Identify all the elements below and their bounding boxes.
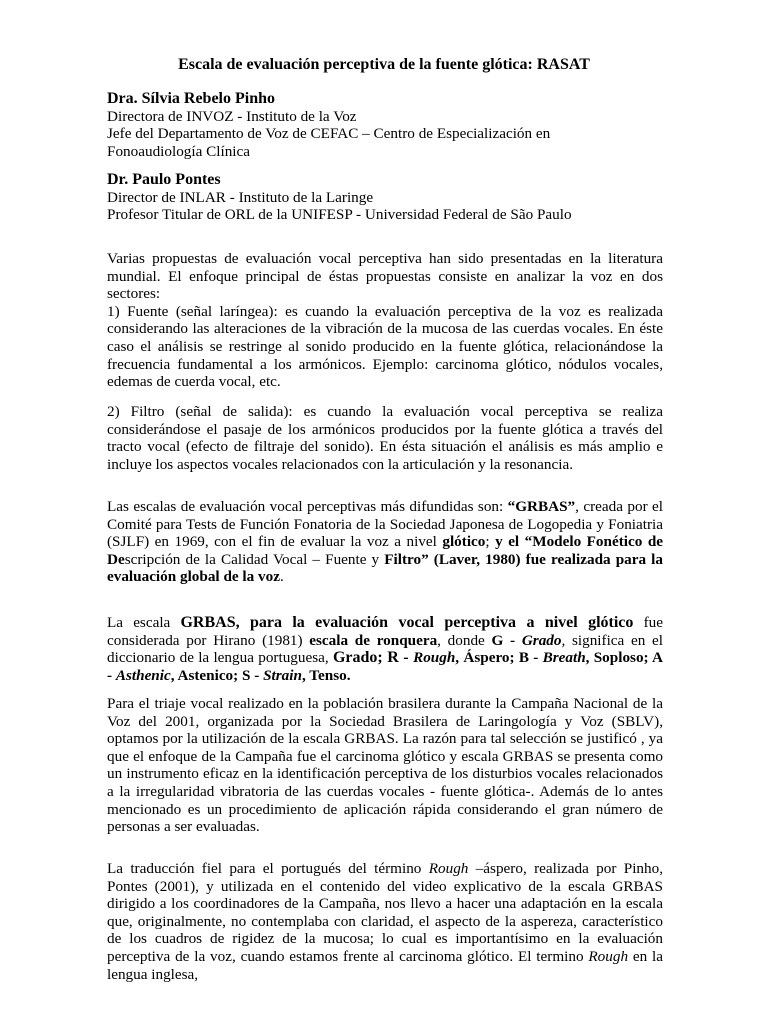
paragraph-text: Para el triaje vocal realizado en la población brasilera durante la Campaña Nacional de la Voz del 2001, organizada por la Sociedad Brasilera de Laringología y Voz (SBLV), optamos por la utilización de la escala GRBAS. La razón para tal selección se justificó , ya que el enfoque de la Campaña fue el carcinoma glótico y escala GRBAS se presenta como un instrumento eficaz en la identificación perceptiva de los disturbios vocales relacionados a la irregularidad vibratoria de las cuerdas vocales - fuente glótica-. Además de lo antes mencionado es un procedimiento de aplicación rápida considerando el gran número de personas a ser evaluadas. — [107, 695, 663, 836]
author-block-2 — [107, 171, 663, 224]
author-name: Dra. Sílvia Rebelo Pinho — [107, 90, 276, 107]
text-run-bold: , Soploso; A - — [107, 649, 664, 684]
text-run-bold: escala de ronquera — [309, 631, 438, 649]
text-run: La escala — [107, 614, 181, 631]
paragraph-grbas — [107, 614, 663, 684]
text-run: . — [279, 568, 284, 586]
text-run: ; — [485, 533, 496, 551]
text-run: La traducción fiel para el portugués del término — [107, 860, 429, 877]
text-run-bold: Grado; R - — [332, 649, 414, 667]
paragraph-scales — [107, 498, 663, 586]
text-run: , donde — [437, 631, 492, 649]
text-run-bold: GRBAS, para la evaluación vocal perceptiva a nivel glótico — [180, 614, 634, 631]
author-name: Dr. Paulo Pontes — [107, 171, 221, 188]
text-run: scripción de la Calidad Vocal – Fuente y — [124, 550, 385, 568]
paragraph-intro — [107, 250, 663, 391]
text-run-bold-italic: Asthenic — [115, 666, 171, 684]
text-run-bold: y el “Modelo Fonético de De — [107, 533, 664, 568]
text-run-bold: , Áspero; B - — [455, 649, 543, 667]
text-run-bold: , Tenso. — [301, 666, 351, 684]
text-run-bold-italic: Grado — [521, 631, 562, 649]
author-affiliation: Profesor Titular de ORL de la UNIFESP - Universidad Federal de São Paulo — [107, 206, 572, 224]
text-run: , significa en el diccionario de la lengua portuguesa, — [107, 631, 664, 667]
text-run-bold-italic: Breath — [542, 649, 586, 667]
paragraph-text — [107, 498, 663, 586]
paragraph-source-item: 1) Fuente (señal laríngea): es cuando la evaluación perceptiva de la voz es realizada considerando las alteraciones de la vibración de la mucosa de las cuerdas vocales. En éste caso el análisis se restringe al sonido producido en la fuente glótica, relacionándose la frecuencia fundamental a los armónicos. Ejemplo: carcinoma glótico, nódulos vocales, edemas de cuerda vocal, etc. — [107, 302, 663, 391]
text-run: en la lengua inglesa, — [107, 947, 664, 983]
text-run: –áspero, realizada por Pinho, Pontes (2001), y utilizada en el contenido del video explicativo de la escala GRBAS dirigido a los coordinadores de la Campaña, nos llevo a hacer una adaptación en la escala que, originalmente, no contemplaba con claridad, el aspecto de la aspereza, característico de los cuadros de rigidez de la mucosa; lo cual es importantísimo en la evaluación perceptiva de la voz, cuando estamos frente al carcinoma glótico. El termino — [107, 860, 663, 965]
text-run-bold: , Astenico; S - — [170, 666, 264, 684]
text-run-bold: Filtro” (Laver, 1980) fue realizada para la evaluación global de la voz — [107, 550, 663, 586]
paragraph-campaign — [107, 695, 663, 836]
text-run-bold-italic: Strain — [263, 666, 302, 684]
text-run-bold-italic: Rough — [413, 649, 456, 667]
author-affiliation: Fonoaudiología Clínica — [107, 142, 250, 160]
text-run-italic: Rough — [428, 860, 469, 877]
author-affiliation: Jefe del Departamento de Voz de CEFAC – Centro de Especialización en — [107, 125, 551, 143]
paragraph-text: Varias propuestas de evaluación vocal perceptiva han sido presentadas en la literatura mundial. El enfoque principal de éstas propuestas consiste en analizar la voz en dos sectores: — [107, 250, 663, 303]
text-run-bold: glótico — [442, 533, 486, 551]
text-run: , creada por el Comité para Tests de Función Fonatoria de la Sociedad Japonesa de Logopedia y Foniatria (SJLF) en 1969, con el fin de evaluar la voz a nivel — [107, 498, 663, 551]
author-affiliation: Directora de INVOZ - Instituto de la Voz — [107, 107, 357, 125]
paragraph-text: 2) Filtro (señal de salida): es cuando la evaluación vocal perceptiva se realiza considerándose el pasaje de los armónicos producidos por la fuente glótica a través del tracto vocal (efecto de filtraje del sonido). En ésta situación el análisis es más amplio e incluye los aspectos vocales relacionados con la articulación y la resonancia. — [107, 403, 663, 473]
document-title: Escala de evaluación perceptiva de la fuente glótica: RASAT — [178, 56, 590, 73]
paragraph-text — [107, 614, 663, 684]
text-run-bold: “GRBAS” — [507, 498, 576, 515]
author-affiliation: Director de INLAR - Instituto de la Laringe — [107, 188, 374, 206]
text-run: fue considerada por Hirano (1981) — [107, 614, 663, 649]
paragraph-translation — [107, 860, 663, 983]
text-run-bold: G - — [491, 631, 522, 649]
author-block-1 — [107, 90, 663, 160]
text-run: Las escalas de evaluación vocal perceptivas más difundidas son: — [107, 498, 508, 515]
paragraph-filter — [107, 403, 663, 473]
text-run-italic: Rough — [588, 947, 629, 965]
paragraph-text — [107, 860, 663, 983]
